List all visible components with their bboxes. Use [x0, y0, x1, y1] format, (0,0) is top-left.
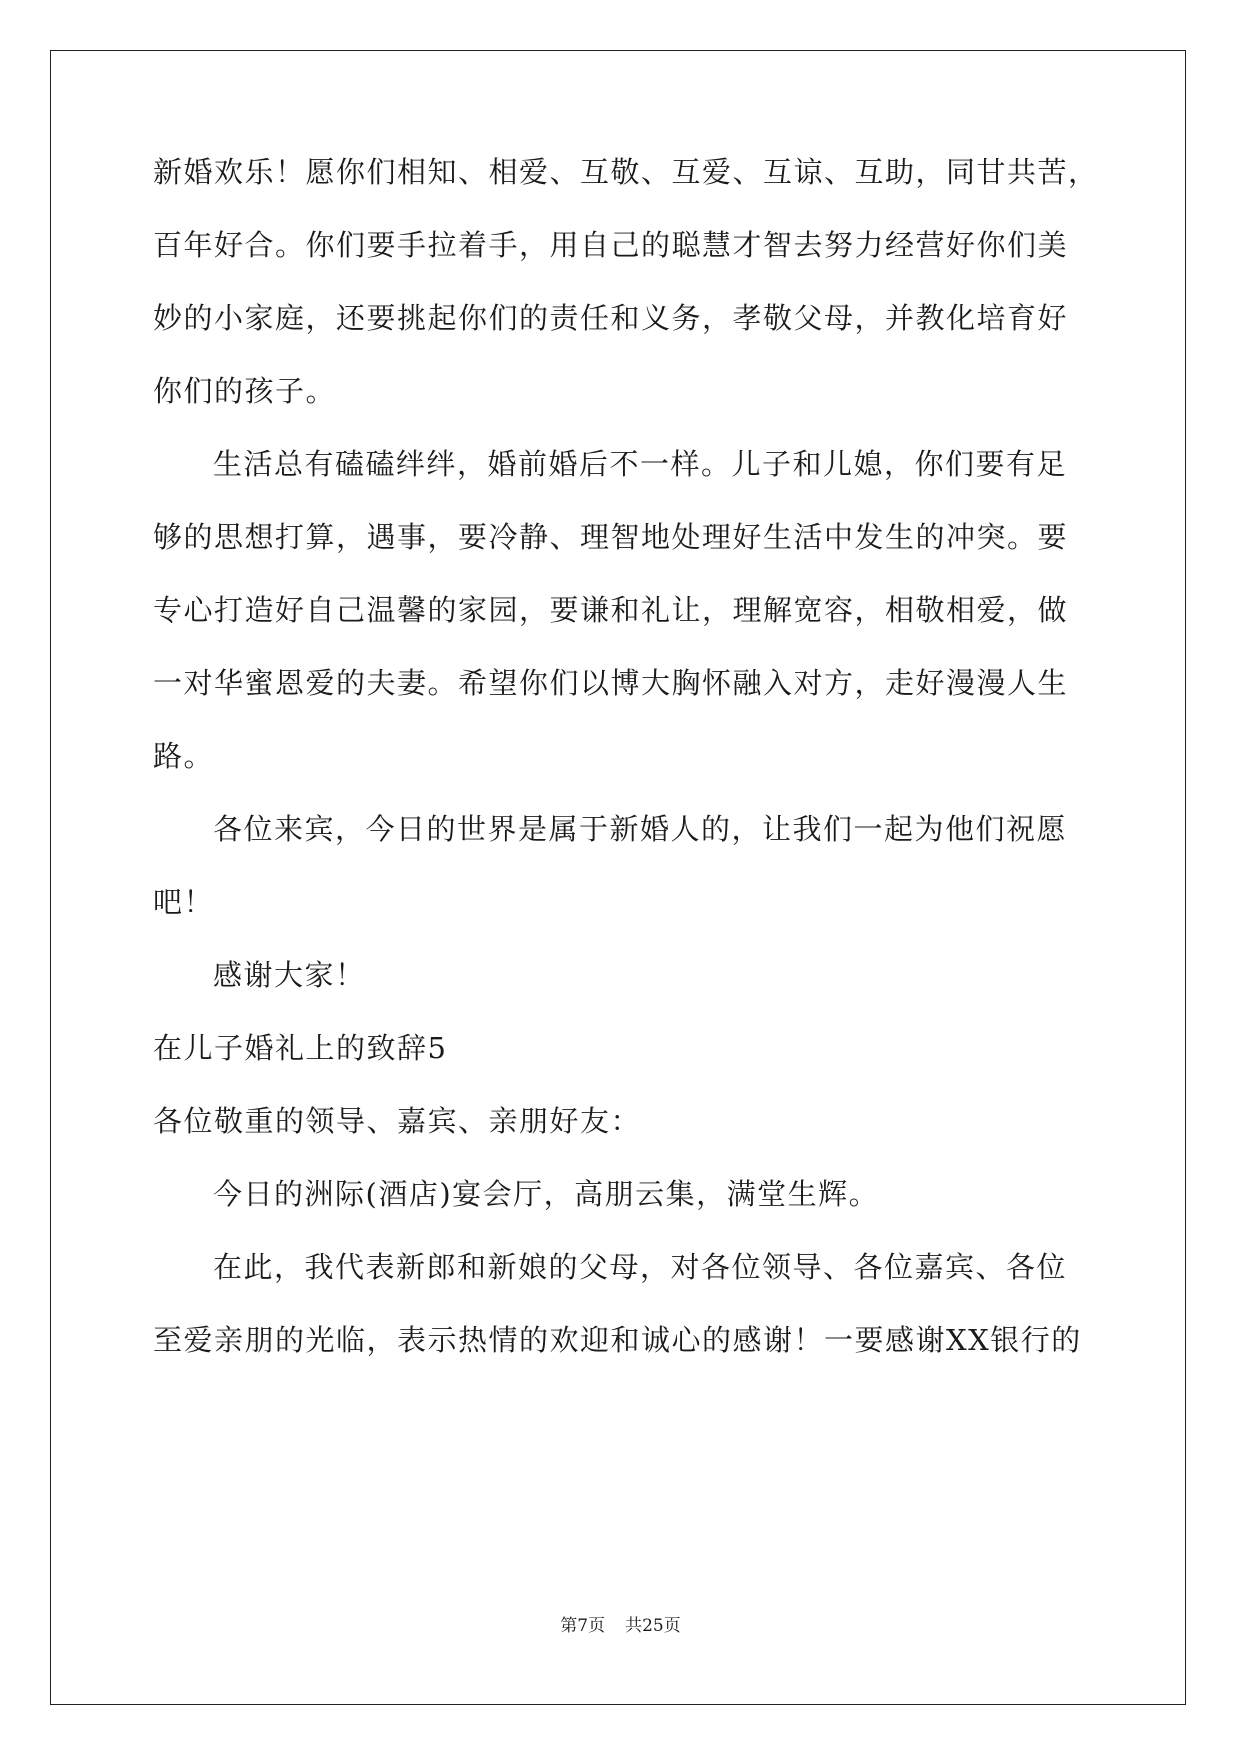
paragraph-first-line: 各位来宾，今日的世界是属于新婚人的，让我们一起为他们祝愿	[213, 812, 1068, 846]
salutation: 各位敬重的领导、嘉宾、亲朋好友：	[153, 1104, 642, 1138]
page-total: 共25页	[625, 1616, 681, 1636]
paragraph-first-line: 今日的洲际(酒店)宴会厅，高朋云集，满堂生辉。	[213, 1177, 880, 1211]
paragraph-first-line: 在此，我代表新郎和新娘的父母，对各位领导、各位嘉宾、各位	[213, 1250, 1068, 1284]
text-line: 专心打造好自己温馨的家园，要谦和礼让，理解宽容，相敬相爱，做	[153, 593, 1069, 627]
text-line: 路。	[153, 739, 215, 773]
paragraph-first-line: 生活总有磕磕绊绊，婚前婚后不一样。儿子和儿媳，你们要有足	[213, 447, 1068, 481]
page-footer	[0, 1614, 1241, 1638]
text-line: 一对华蜜恩爱的夫妻。希望你们以博大胸怀融入对方，走好漫漫人生	[153, 666, 1069, 700]
paragraph-first-line: 感谢大家！	[213, 958, 366, 992]
text-line: 妙的小家庭，还要挑起你们的责任和义务，孝敬父母，并教化培育好	[153, 301, 1069, 335]
text-line: 至爱亲朋的光临，表示热情的欢迎和诚心的感谢！一要感谢XX银行的	[153, 1323, 1082, 1357]
text-line: 你们的孩子。	[153, 374, 337, 408]
page-number: 第7页	[560, 1616, 606, 1636]
text-line: 新婚欢乐！愿你们相知、相爱、互敬、互爱、互谅、互助，同甘共苦，	[153, 155, 1099, 189]
text-line: 吧！	[153, 885, 215, 919]
text-line: 够的思想打算，遇事，要冷静、理智地处理好生活中发生的冲突。要	[153, 520, 1069, 554]
section-heading: 在儿子婚礼上的致辞5	[153, 1031, 448, 1065]
text-line: 百年好合。你们要手拉着手，用自己的聪慧才智去努力经营好你们美	[153, 228, 1069, 262]
